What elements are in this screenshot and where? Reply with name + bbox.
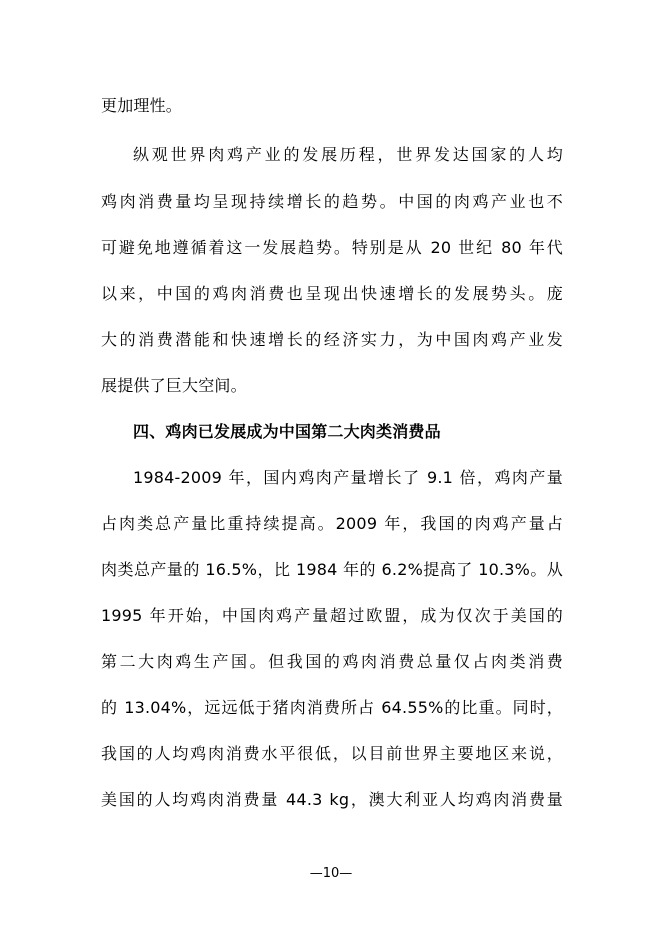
paragraph-line: 占肉类总产量比重持续提高。2009 年，我国的肉鸡产量占 xyxy=(101,514,563,533)
paragraph-line: 以来，中国的鸡肉消费也呈现出快速增长的发展势头。庞 xyxy=(101,284,563,303)
paragraph-line: 1995 年开始，中国肉鸡产量超过欧盟，成为仅次于美国的 xyxy=(101,606,563,625)
paragraph-line: 鸡肉消费量均呈现持续增长的趋势。中国的肉鸡产业也不 xyxy=(101,192,563,211)
page-number: —10— xyxy=(309,866,353,881)
paragraph-line: 第二大肉鸡生产国。但我国的鸡肉消费总量仅占肉类消费 xyxy=(101,652,563,671)
section-heading: 四、鸡肉已发展成为中国第二大肉类消费品 xyxy=(133,422,441,441)
paragraph-line: 的 13.04%，远远低于猪肉消费所占 64.55%的比重。同时， xyxy=(101,698,563,717)
paragraph-line: 我国的人均鸡肉消费水平很低，以目前世界主要地区来说， xyxy=(101,744,563,763)
paragraph-line: 1984-2009 年，国内鸡肉产量增长了 9.1 倍，鸡肉产量 xyxy=(133,468,563,487)
paragraph-line: 展提供了巨大空间。 xyxy=(101,376,247,395)
paragraph-line: 纵观世界肉鸡产业的发展历程，世界发达国家的人均 xyxy=(133,145,563,164)
paragraph-line: 更加理性。 xyxy=(101,96,183,115)
paragraph-line: 美国的人均鸡肉消费量 44.3 kg，澳大利亚人均鸡肉消费量 xyxy=(101,790,563,809)
paragraph-line: 可避免地遵循着这一发展趋势。特别是从 20 世纪 80 年代 xyxy=(101,238,563,257)
paragraph-line: 大的消费潜能和快速增长的经济实力，为中国肉鸡产业发 xyxy=(101,330,563,349)
paragraph-line: 肉类总产量的 16.5%，比 1984 年的 6.2%提高了 10.3%。从 xyxy=(101,560,563,579)
